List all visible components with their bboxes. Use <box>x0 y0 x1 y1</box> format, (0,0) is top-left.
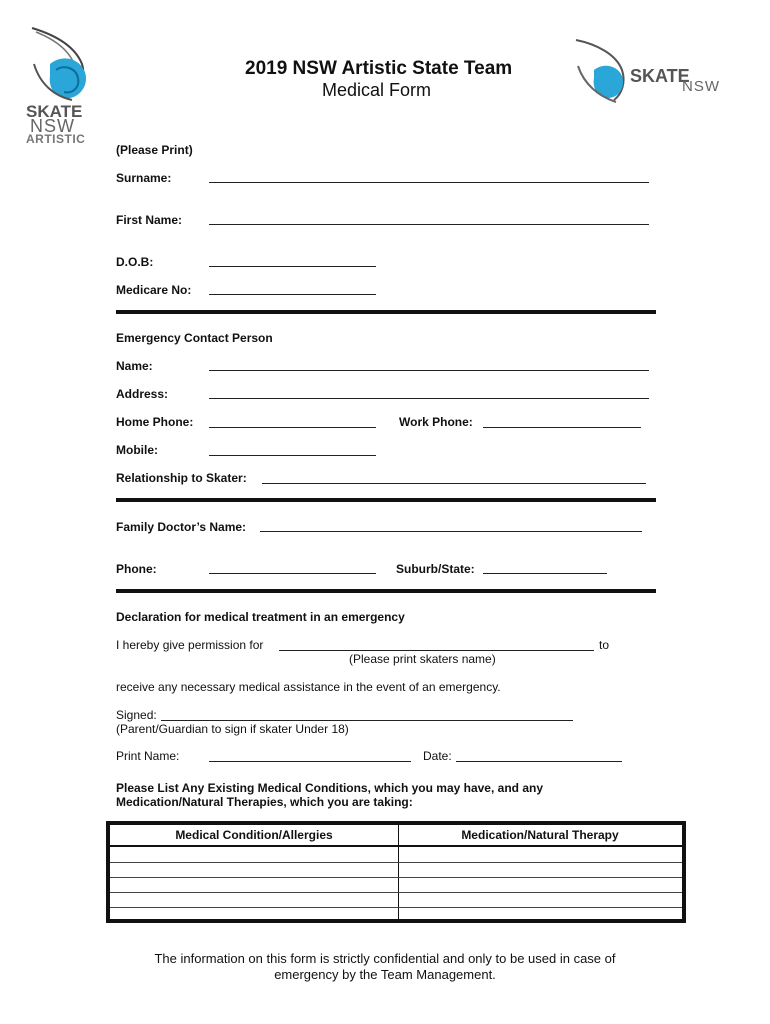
dob-field[interactable] <box>209 266 376 267</box>
mobile-field[interactable] <box>209 455 376 456</box>
print-name-label: Print Name: <box>116 749 180 763</box>
page-title: 2019 NSW Artistic State Team <box>245 58 513 79</box>
first-name-field[interactable] <box>209 224 649 225</box>
skate-nsw-artistic-logo <box>22 24 102 146</box>
emergency-heading: Emergency Contact Person <box>116 331 273 345</box>
work-phone-field[interactable] <box>483 427 641 428</box>
table-row[interactable] <box>110 847 682 863</box>
doctor-name-field[interactable] <box>260 531 642 532</box>
permission-text: I hereby give permission for <box>116 638 264 652</box>
surname-label: Surname: <box>116 171 172 185</box>
doctor-phone-field[interactable] <box>209 573 376 574</box>
column-header-medication: Medication/Natural Therapy <box>461 828 619 842</box>
first-name-label: First Name: <box>116 213 183 227</box>
table-row[interactable] <box>110 893 682 908</box>
confidential-notice-1: The information on this form is strictly confidential and only to be used in case of <box>154 951 616 966</box>
work-phone-label: Work Phone: <box>399 415 473 429</box>
relationship-field[interactable] <box>262 483 646 484</box>
doctor-phone-label: Phone: <box>116 562 157 576</box>
skater-swoosh-icon <box>22 24 102 102</box>
emergency-name-field[interactable] <box>209 370 649 371</box>
home-phone-field[interactable] <box>209 427 376 428</box>
surname-field[interactable] <box>209 182 649 183</box>
conditions-instruction-1: Please List Any Existing Medical Conditions, which you may have, and any <box>116 781 543 795</box>
section-divider <box>116 589 656 593</box>
table-header-row <box>110 825 682 847</box>
address-label: Address: <box>116 387 169 401</box>
signed-label: Signed: <box>116 708 157 722</box>
page-subtitle: Medical Form <box>322 80 432 100</box>
declaration-heading: Declaration for medical treatment in an emergency <box>116 610 405 624</box>
skater-name-hint: (Please print skaters name) <box>349 652 496 666</box>
print-name-field[interactable] <box>209 761 411 762</box>
section-divider <box>116 498 656 502</box>
section-divider <box>116 310 656 314</box>
mobile-label: Mobile: <box>116 443 158 457</box>
to-text: to <box>599 638 610 652</box>
confidential-notice-2: emergency by the Team Management. <box>274 967 496 982</box>
logo-right-skate: SKATE <box>630 66 690 86</box>
medicare-field[interactable] <box>209 294 376 295</box>
medical-conditions-table <box>106 821 686 923</box>
dob-label: D.O.B: <box>116 255 154 269</box>
please-print-label: (Please Print) <box>116 143 193 157</box>
logo-right-nsw: NSW <box>682 78 720 95</box>
suburb-state-field[interactable] <box>483 573 607 574</box>
logo-left-artistic: ARTISTIC <box>26 132 86 146</box>
address-field[interactable] <box>209 398 649 399</box>
table-row[interactable] <box>110 863 682 878</box>
doctor-name-label: Family Doctor’s Name: <box>116 520 247 534</box>
column-header-conditions: Medical Condition/Allergies <box>175 828 333 842</box>
date-label: Date: <box>423 749 452 763</box>
signature-field[interactable] <box>161 720 573 721</box>
skater-name-field[interactable] <box>279 650 594 651</box>
signed-hint: (Parent/Guardian to sign if skater Under 18) <box>116 722 349 736</box>
suburb-state-label: Suburb/State: <box>396 562 475 576</box>
relationship-label: Relationship to Skater: <box>116 471 247 485</box>
table-row[interactable] <box>110 878 682 893</box>
date-field[interactable] <box>456 761 622 762</box>
skate-nsw-logo <box>572 36 737 104</box>
receive-text: receive any necessary medical assistance in the event of an emergency. <box>116 680 501 694</box>
emergency-name-label: Name: <box>116 359 153 373</box>
logo-left-skate: SKATE <box>26 102 83 121</box>
medicare-label: Medicare No: <box>116 283 192 297</box>
conditions-instruction-2: Medication/Natural Therapies, which you are taking: <box>116 795 413 809</box>
logo-left-nsw: NSW <box>30 116 75 136</box>
home-phone-label: Home Phone: <box>116 415 194 429</box>
